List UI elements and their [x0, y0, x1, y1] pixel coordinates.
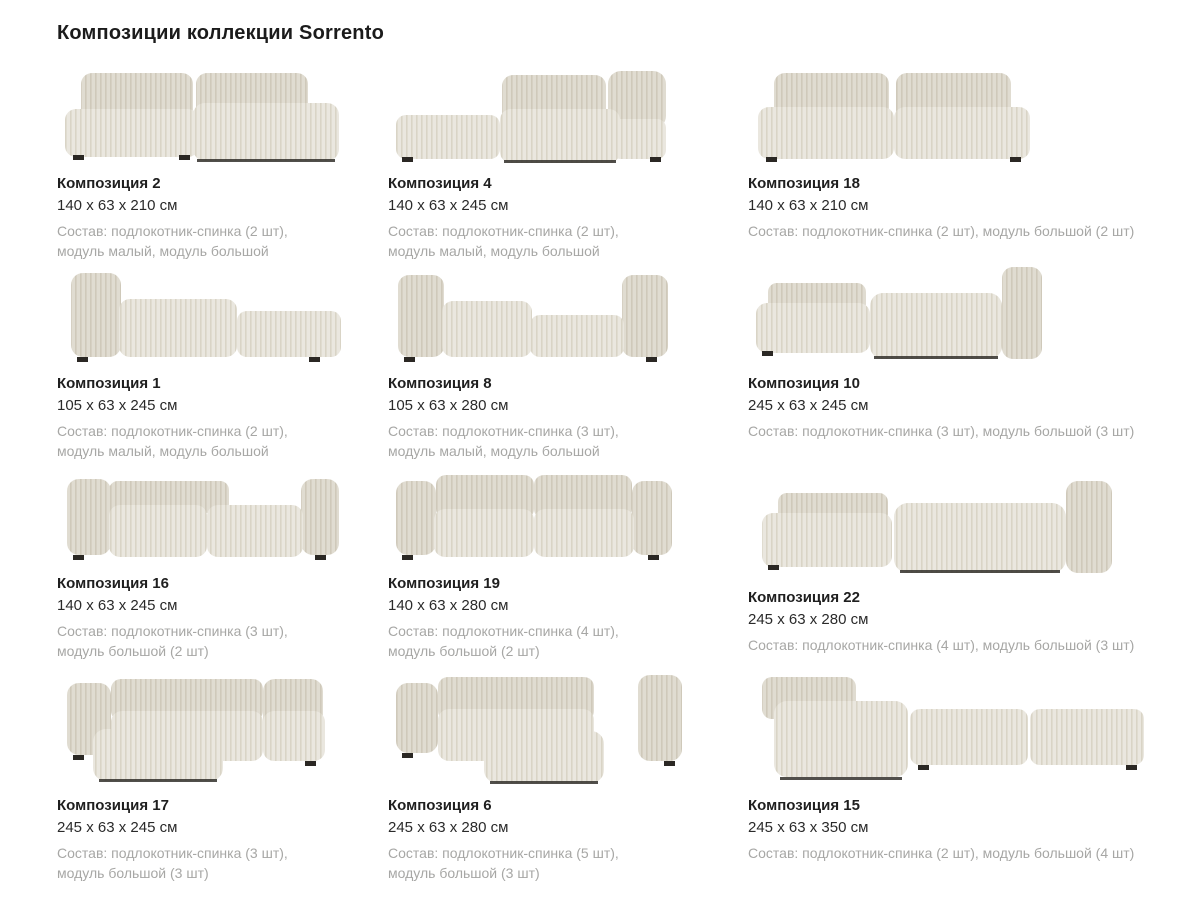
sofa-image-wrap: [388, 265, 720, 363]
composition-dimensions: 140 х 63 х 280 см: [388, 597, 509, 614]
sofa-image-wrap: [748, 65, 1172, 163]
composition-description: Состав: подлокотник-спинка (3 шт), модуль малый, модуль большой: [388, 423, 619, 460]
composition-card[interactable]: [748, 265, 1200, 465]
composition-name: Композиция 16: [57, 575, 169, 592]
sofa-image-wrap: [57, 65, 360, 163]
composition-name: Композиция 17: [57, 797, 169, 814]
composition-description: Состав: подлокотник-спинка (2 шт), модуль малый, модуль большой: [388, 223, 619, 260]
sofa-image-wrap: [57, 665, 360, 785]
composition-description: Состав: подлокотник-спинка (5 шт), модуль большой (3 шт): [388, 845, 619, 882]
sofa-corner-wide-image: [748, 477, 1138, 577]
composition-description: Состав: подлокотник-спинка (2 шт), модуль малый, модуль большой: [57, 223, 288, 260]
sofa-chaise-front-left-image: [57, 669, 357, 785]
composition-card[interactable]: [57, 465, 388, 665]
sofa-image-wrap: [388, 65, 720, 163]
composition-name: Композиция 6: [388, 797, 492, 814]
composition-card[interactable]: [748, 465, 1200, 665]
composition-name: Композиция 1: [57, 375, 161, 392]
composition-dimensions: 245 х 63 х 350 см: [748, 819, 869, 836]
composition-dimensions: 245 х 63 х 245 см: [57, 819, 178, 836]
sofa-image-wrap: [748, 465, 1172, 577]
composition-card[interactable]: [388, 65, 748, 265]
composition-card[interactable]: [748, 665, 1200, 885]
sofa-image-wrap: [748, 265, 1172, 363]
sofa-long-bench-image: [388, 267, 673, 363]
composition-description: Состав: подлокотник-спинка (3 шт), модуль большой (2 шт): [57, 623, 288, 660]
sofa-chaise-arm-right-image: [388, 67, 673, 163]
composition-name: Композиция 19: [388, 575, 500, 592]
page-title: Композиции коллекции Sorrento: [57, 22, 384, 44]
sofa-chaise-front-center-image: [388, 669, 688, 785]
composition-card[interactable]: [57, 665, 388, 885]
sofa-two-seat-arms-image: [57, 467, 342, 563]
composition-dimensions: 140 х 63 х 245 см: [57, 597, 178, 614]
composition-card[interactable]: [57, 265, 388, 465]
composition-card[interactable]: [388, 265, 748, 465]
composition-description: Состав: подлокотник-спинка (4 шт), модуль большой (3 шт): [748, 637, 1135, 653]
composition-dimensions: 140 х 63 х 245 см: [388, 197, 509, 214]
sofa-two-seat-full-back-image: [388, 467, 673, 563]
composition-description: Состав: подлокотник-спинка (3 шт), модуль большой (3 шт): [748, 423, 1135, 439]
composition-card[interactable]: [388, 665, 748, 885]
sofa-image-wrap: [748, 665, 1172, 785]
composition-name: Композиция 18: [748, 175, 860, 192]
composition-description: Состав: подлокотник-спинка (2 шт), модуль большой (4 шт): [748, 845, 1135, 861]
sofa-straight-two-module-image: [748, 67, 1038, 163]
sofa-corner-image: [748, 263, 1048, 363]
composition-description: Состав: подлокотник-спинка (4 шт), модуль большой (2 шт): [388, 623, 619, 660]
composition-dimensions: 245 х 63 х 245 см: [748, 397, 869, 414]
composition-name: Композиция 15: [748, 797, 860, 814]
compositions-grid: [57, 65, 1160, 885]
composition-name: Композиция 22: [748, 589, 860, 606]
sofa-chaise-right-image: [57, 67, 342, 163]
composition-name: Композиция 10: [748, 375, 860, 392]
sofa-image-wrap: [388, 665, 720, 785]
composition-dimensions: 245 х 63 х 280 см: [388, 819, 509, 836]
sofa-daybed-long-image: [748, 673, 1153, 785]
composition-name: Композиция 8: [388, 375, 492, 392]
composition-name: Композиция 4: [388, 175, 492, 192]
sofa-image-wrap: [57, 265, 360, 363]
composition-dimensions: 105 х 63 х 280 см: [388, 397, 509, 414]
composition-dimensions: 245 х 63 х 280 см: [748, 611, 869, 628]
composition-card[interactable]: [388, 465, 748, 665]
composition-dimensions: 140 х 63 х 210 см: [748, 197, 869, 214]
composition-dimensions: 140 х 63 х 210 см: [57, 197, 178, 214]
composition-dimensions: 105 х 63 х 245 см: [57, 397, 178, 414]
sofa-image-wrap: [57, 465, 360, 563]
composition-card[interactable]: [748, 65, 1200, 265]
composition-description: Состав: подлокотник-спинка (3 шт), модуль большой (3 шт): [57, 845, 288, 882]
composition-description: Состав: подлокотник-спинка (2 шт), модуль большой (2 шт): [748, 223, 1135, 239]
sofa-open-end-right-image: [57, 267, 342, 363]
composition-name: Композиция 2: [57, 175, 161, 192]
composition-description: Состав: подлокотник-спинка (2 шт), модуль малый, модуль большой: [57, 423, 288, 460]
sofa-image-wrap: [388, 465, 720, 563]
composition-card[interactable]: [57, 65, 388, 265]
